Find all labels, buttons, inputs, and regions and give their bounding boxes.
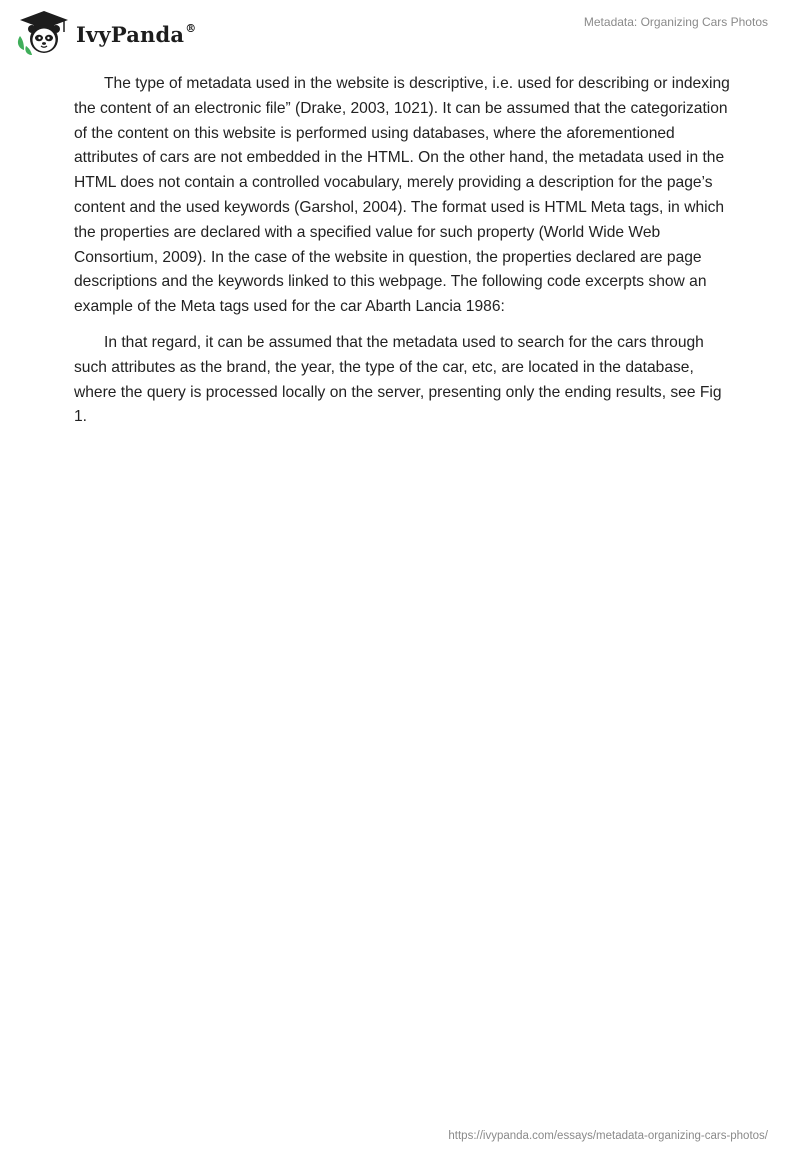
- page-header: [0, 0, 800, 60]
- essay-body: [74, 72, 734, 441]
- running-title: Metadata: Organizing Cars Photos: [583, 15, 768, 29]
- brand-logo[interactable]: [14, 8, 196, 56]
- panda-graduation-cap-icon: [14, 8, 70, 56]
- registered-mark: ®: [185, 21, 197, 35]
- brand-name: IvyPanda®: [76, 21, 197, 47]
- source-url[interactable]: https://ivypanda.com/essays/metadata-organizing-cars-photos/: [448, 1130, 768, 1142]
- paragraph: In that regard, it can be assumed that the metadata used to search for the cars through such attributes as the brand, the year, the type of the car, etc, are located in the database, where the query is processed locally on the server, presenting only the ending results, see Fig 1.: [74, 333, 722, 426]
- paragraph: The type of metadata used in the website is descriptive, i.e. used for describing or indexing the content of an electronic file” (Drake, 2003, 1021). It can be assumed that the categorization of the content on this website is performed using databases, where the aforementioned attributes of cars are not embedded in the HTML. On the other hand, the metadata used in the HTML does not contain a controlled vocabulary, merely providing a description for the page’s content and the used keywords (Garshol, 2004). The format used is HTML Meta tags, in which the properties are declared with a specified value for such property (World Wide Web Consortium, 2009). In the case of the website in question, the properties declared are page descriptions and the keywords linked to this webpage. The following code excerpts show an example of the Meta tags used for the car Abarth Lancia 1986:: [74, 75, 730, 316]
